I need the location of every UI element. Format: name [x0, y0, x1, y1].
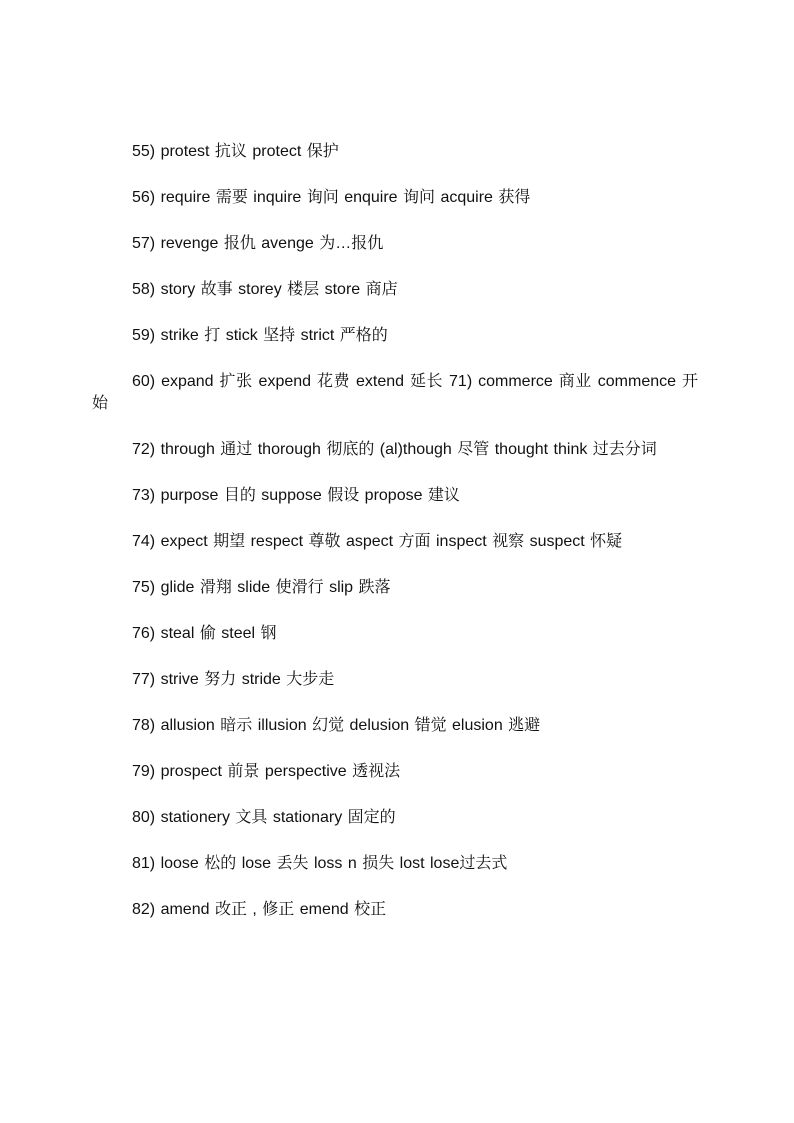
vocabulary-entry-57: 57) revenge 报仇 avenge 为…报仇 — [132, 235, 384, 252]
vocabulary-entry-77: 77) strive 努力 stride 大步走 — [132, 671, 335, 688]
vocabulary-entry-74: 74) expect 期望 respect 尊敬 aspect 方面 inspect 视察 suspect 怀疑 — [132, 533, 623, 550]
vocabulary-entry-76: 76) steal 偷 steel 钢 — [132, 625, 277, 642]
vocabulary-entry-81: 81) loose 松的 lose 丢失 loss n 损失 lost lose过去式 — [132, 855, 508, 872]
vocabulary-entry-79: 79) prospect 前景 perspective 透视法 — [132, 763, 401, 780]
vocabulary-entry-73: 73) purpose 目的 suppose 假设 propose 建议 — [132, 487, 460, 504]
vocabulary-list — [92, 141, 698, 945]
vocabulary-entry-56: 56) require 需要 inquire 询问 enquire 询问 acquire 获得 — [132, 189, 531, 206]
vocabulary-entry-60-71: 60) expand 扩张 expend 花费 extend 延长 71) commerce 商业 commence 开始 — [92, 373, 698, 412]
vocabulary-entry-72: 72) through 通过 thorough 彻底的 (al)though 尽管 thought think 过去分词 — [132, 441, 657, 458]
vocabulary-entry-78: 78) allusion 暗示 illusion 幻觉 delusion 错觉 elusion 逃避 — [132, 717, 541, 734]
vocabulary-entry-55: 55) protest 抗议 protect 保护 — [132, 143, 339, 160]
vocabulary-entry-82: 82) amend 改正 , 修正 emend 校正 — [132, 901, 387, 918]
vocabulary-entry-58: 58) story 故事 storey 楼层 store 商店 — [132, 281, 398, 298]
vocabulary-entry-59: 59) strike 打 stick 坚持 strict 严格的 — [132, 327, 388, 344]
vocabulary-entry-75: 75) glide 滑翔 slide 使滑行 slip 跌落 — [132, 579, 391, 596]
vocabulary-entry-80: 80) stationery 文具 stationary 固定的 — [132, 809, 396, 826]
